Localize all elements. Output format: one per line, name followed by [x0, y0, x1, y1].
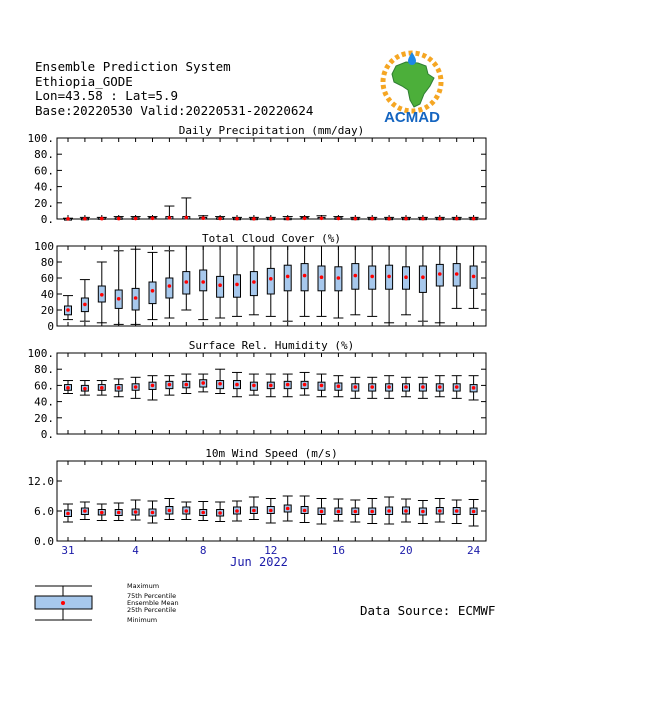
mean-marker — [151, 511, 155, 515]
mean-marker — [303, 383, 307, 387]
mean-marker — [455, 385, 459, 389]
mean-marker — [235, 383, 239, 387]
mean-marker — [370, 217, 374, 221]
mean-marker — [151, 217, 155, 221]
x-tick-label: 8 — [199, 544, 207, 557]
y-tick-label: 100 — [34, 240, 54, 253]
y-tick-label: 6.0 — [34, 505, 54, 518]
mean-marker — [117, 297, 121, 301]
mean-marker — [252, 509, 256, 513]
legend-p75: 75th Percentile — [127, 592, 177, 600]
legend-minimum: Minimum — [127, 616, 158, 624]
panel-title: Surface Rel. Humidity (%) — [188, 339, 355, 352]
mean-marker — [438, 217, 442, 221]
mean-marker — [218, 382, 222, 386]
logo-text: ACMAD — [384, 109, 440, 126]
mean-marker — [370, 510, 374, 514]
mean-marker — [168, 509, 172, 513]
x-axis-label: Jun 2022 — [230, 555, 288, 569]
legend-maximum: Maximum — [127, 582, 160, 590]
mean-marker — [134, 296, 138, 300]
mean-marker — [117, 386, 121, 390]
mean-marker — [218, 217, 222, 221]
legend — [30, 582, 179, 632]
mean-marker — [438, 272, 442, 276]
y-tick-label: 20. — [34, 196, 54, 210]
header-coordinates: Lon=43.58 : Lat=5.9 — [35, 88, 178, 103]
mean-marker — [83, 509, 87, 513]
mean-marker — [337, 510, 341, 514]
mean-marker — [421, 275, 425, 279]
mean-marker — [286, 383, 290, 387]
mean-marker — [201, 280, 205, 284]
y-tick-label: 60 — [40, 272, 54, 285]
mean-marker — [455, 217, 459, 221]
mean-marker — [472, 386, 476, 390]
mean-marker — [421, 217, 425, 221]
mean-marker — [354, 385, 358, 389]
y-tick-label: 40. — [34, 395, 54, 409]
legend-mean: Ensemble Mean — [127, 599, 179, 607]
y-tick-label: 20 — [40, 304, 54, 317]
mean-marker — [168, 284, 172, 288]
mean-marker — [320, 216, 324, 220]
y-tick-label: 20. — [34, 411, 54, 425]
mean-marker — [404, 217, 408, 221]
mean-marker — [185, 216, 189, 220]
box-iqr — [149, 282, 156, 304]
mean-marker — [387, 275, 391, 279]
y-tick-label: 0 — [47, 320, 54, 333]
mean-marker — [218, 283, 222, 287]
mean-marker — [455, 509, 459, 513]
mean-marker — [83, 303, 87, 307]
mean-marker — [168, 216, 172, 220]
mean-marker — [83, 217, 87, 221]
mean-marker — [151, 384, 155, 388]
mean-marker — [66, 512, 70, 516]
mean-marker — [117, 511, 121, 515]
x-tick-label: 12 — [264, 544, 278, 557]
mean-marker — [404, 275, 408, 279]
panel-title: 10m Wind Speed (m/s) — [205, 447, 338, 460]
y-tick-label: 60. — [34, 164, 54, 178]
mean-marker — [337, 276, 341, 280]
y-tick-label: 80. — [34, 363, 54, 377]
mean-marker — [472, 275, 476, 279]
mean-marker — [117, 217, 121, 221]
mean-marker — [438, 509, 442, 513]
x-tick-label: 16 — [331, 544, 346, 557]
data-source: Data Source: ECMWF — [360, 603, 496, 618]
mean-marker — [320, 384, 324, 388]
x-tick-label: 4 — [132, 544, 139, 557]
mean-marker — [354, 274, 358, 278]
box-iqr — [267, 268, 274, 294]
mean-marker — [134, 217, 138, 221]
mean-marker — [354, 217, 358, 221]
mean-marker — [303, 217, 307, 221]
mean-marker — [269, 277, 273, 281]
x-tick-label: 31 — [61, 544, 75, 557]
y-tick-label: 0. — [40, 428, 54, 441]
box-iqr — [419, 266, 426, 292]
y-tick-label: 60. — [34, 379, 54, 393]
y-tick-label: 0. — [40, 213, 54, 226]
mean-marker — [252, 217, 256, 221]
mean-marker — [201, 216, 205, 220]
mean-marker — [421, 385, 425, 389]
mean-marker — [100, 511, 104, 515]
x-tick-label: 24 — [466, 544, 481, 557]
mean-marker — [303, 274, 307, 278]
y-tick-label: 12.0 — [27, 475, 54, 488]
mean-marker — [269, 384, 273, 388]
mean-marker — [337, 384, 341, 388]
mean-marker — [286, 507, 290, 511]
mean-marker — [168, 383, 172, 387]
mean-marker — [66, 217, 70, 221]
mean-marker — [151, 289, 155, 293]
mean-marker — [370, 385, 374, 389]
mean-marker — [269, 217, 273, 221]
mean-marker — [286, 275, 290, 279]
mean-marker — [421, 510, 425, 514]
mean-marker — [387, 217, 391, 221]
y-tick-label: 80 — [40, 256, 54, 269]
mean-marker — [235, 509, 239, 513]
header-title: Ensemble Prediction System — [35, 59, 231, 74]
panel-frame — [57, 353, 486, 434]
mean-marker — [404, 509, 408, 513]
mean-marker — [185, 383, 189, 387]
mean-marker — [438, 385, 442, 389]
mean-marker — [185, 509, 189, 513]
y-tick-label: 100. — [27, 347, 54, 360]
panel-title: Total Cloud Cover (%) — [201, 232, 342, 245]
mean-marker — [354, 510, 358, 514]
mean-marker — [100, 386, 104, 390]
mean-marker — [455, 272, 459, 276]
y-tick-label: 80. — [34, 148, 54, 162]
mean-marker — [472, 510, 476, 514]
mean-marker — [472, 217, 476, 221]
mean-marker — [252, 384, 256, 388]
y-tick-label: 0.0 — [34, 535, 54, 548]
box-iqr — [166, 278, 173, 298]
mean-marker — [235, 283, 239, 287]
mean-marker — [83, 387, 87, 391]
mean-marker — [134, 510, 138, 514]
y-tick-label: 40. — [34, 180, 54, 194]
mean-marker — [100, 293, 104, 297]
mean-marker — [134, 385, 138, 389]
mean-marker — [286, 217, 290, 221]
mean-marker — [320, 510, 324, 514]
mean-marker — [235, 217, 239, 221]
mean-marker — [201, 381, 205, 385]
y-tick-label: 40 — [40, 288, 54, 301]
mean-marker — [100, 217, 104, 221]
header-dates: Base:20220530 Valid:20220531-20220624 — [35, 102, 314, 118]
mean-marker — [66, 386, 70, 390]
legend-p25: 25th Percentile — [127, 606, 177, 614]
mean-marker — [218, 511, 222, 515]
mean-marker — [303, 509, 307, 513]
mean-marker — [370, 275, 374, 279]
x-tick-label: 20 — [399, 544, 413, 557]
mean-marker — [269, 509, 273, 513]
mean-marker — [66, 308, 70, 312]
panel-title: Daily Precipitation (mm/day) — [178, 124, 365, 137]
mean-marker — [252, 280, 256, 284]
mean-marker — [337, 217, 341, 221]
y-tick-label: 100. — [27, 132, 54, 145]
mean-marker — [404, 385, 408, 389]
header-station: Ethiopia_GODE — [35, 73, 133, 89]
mean-marker — [320, 275, 324, 279]
mean-marker — [387, 385, 391, 389]
mean-marker — [185, 280, 189, 284]
mean-marker — [387, 509, 391, 513]
mean-marker — [201, 511, 205, 515]
panel-frame — [57, 138, 486, 219]
